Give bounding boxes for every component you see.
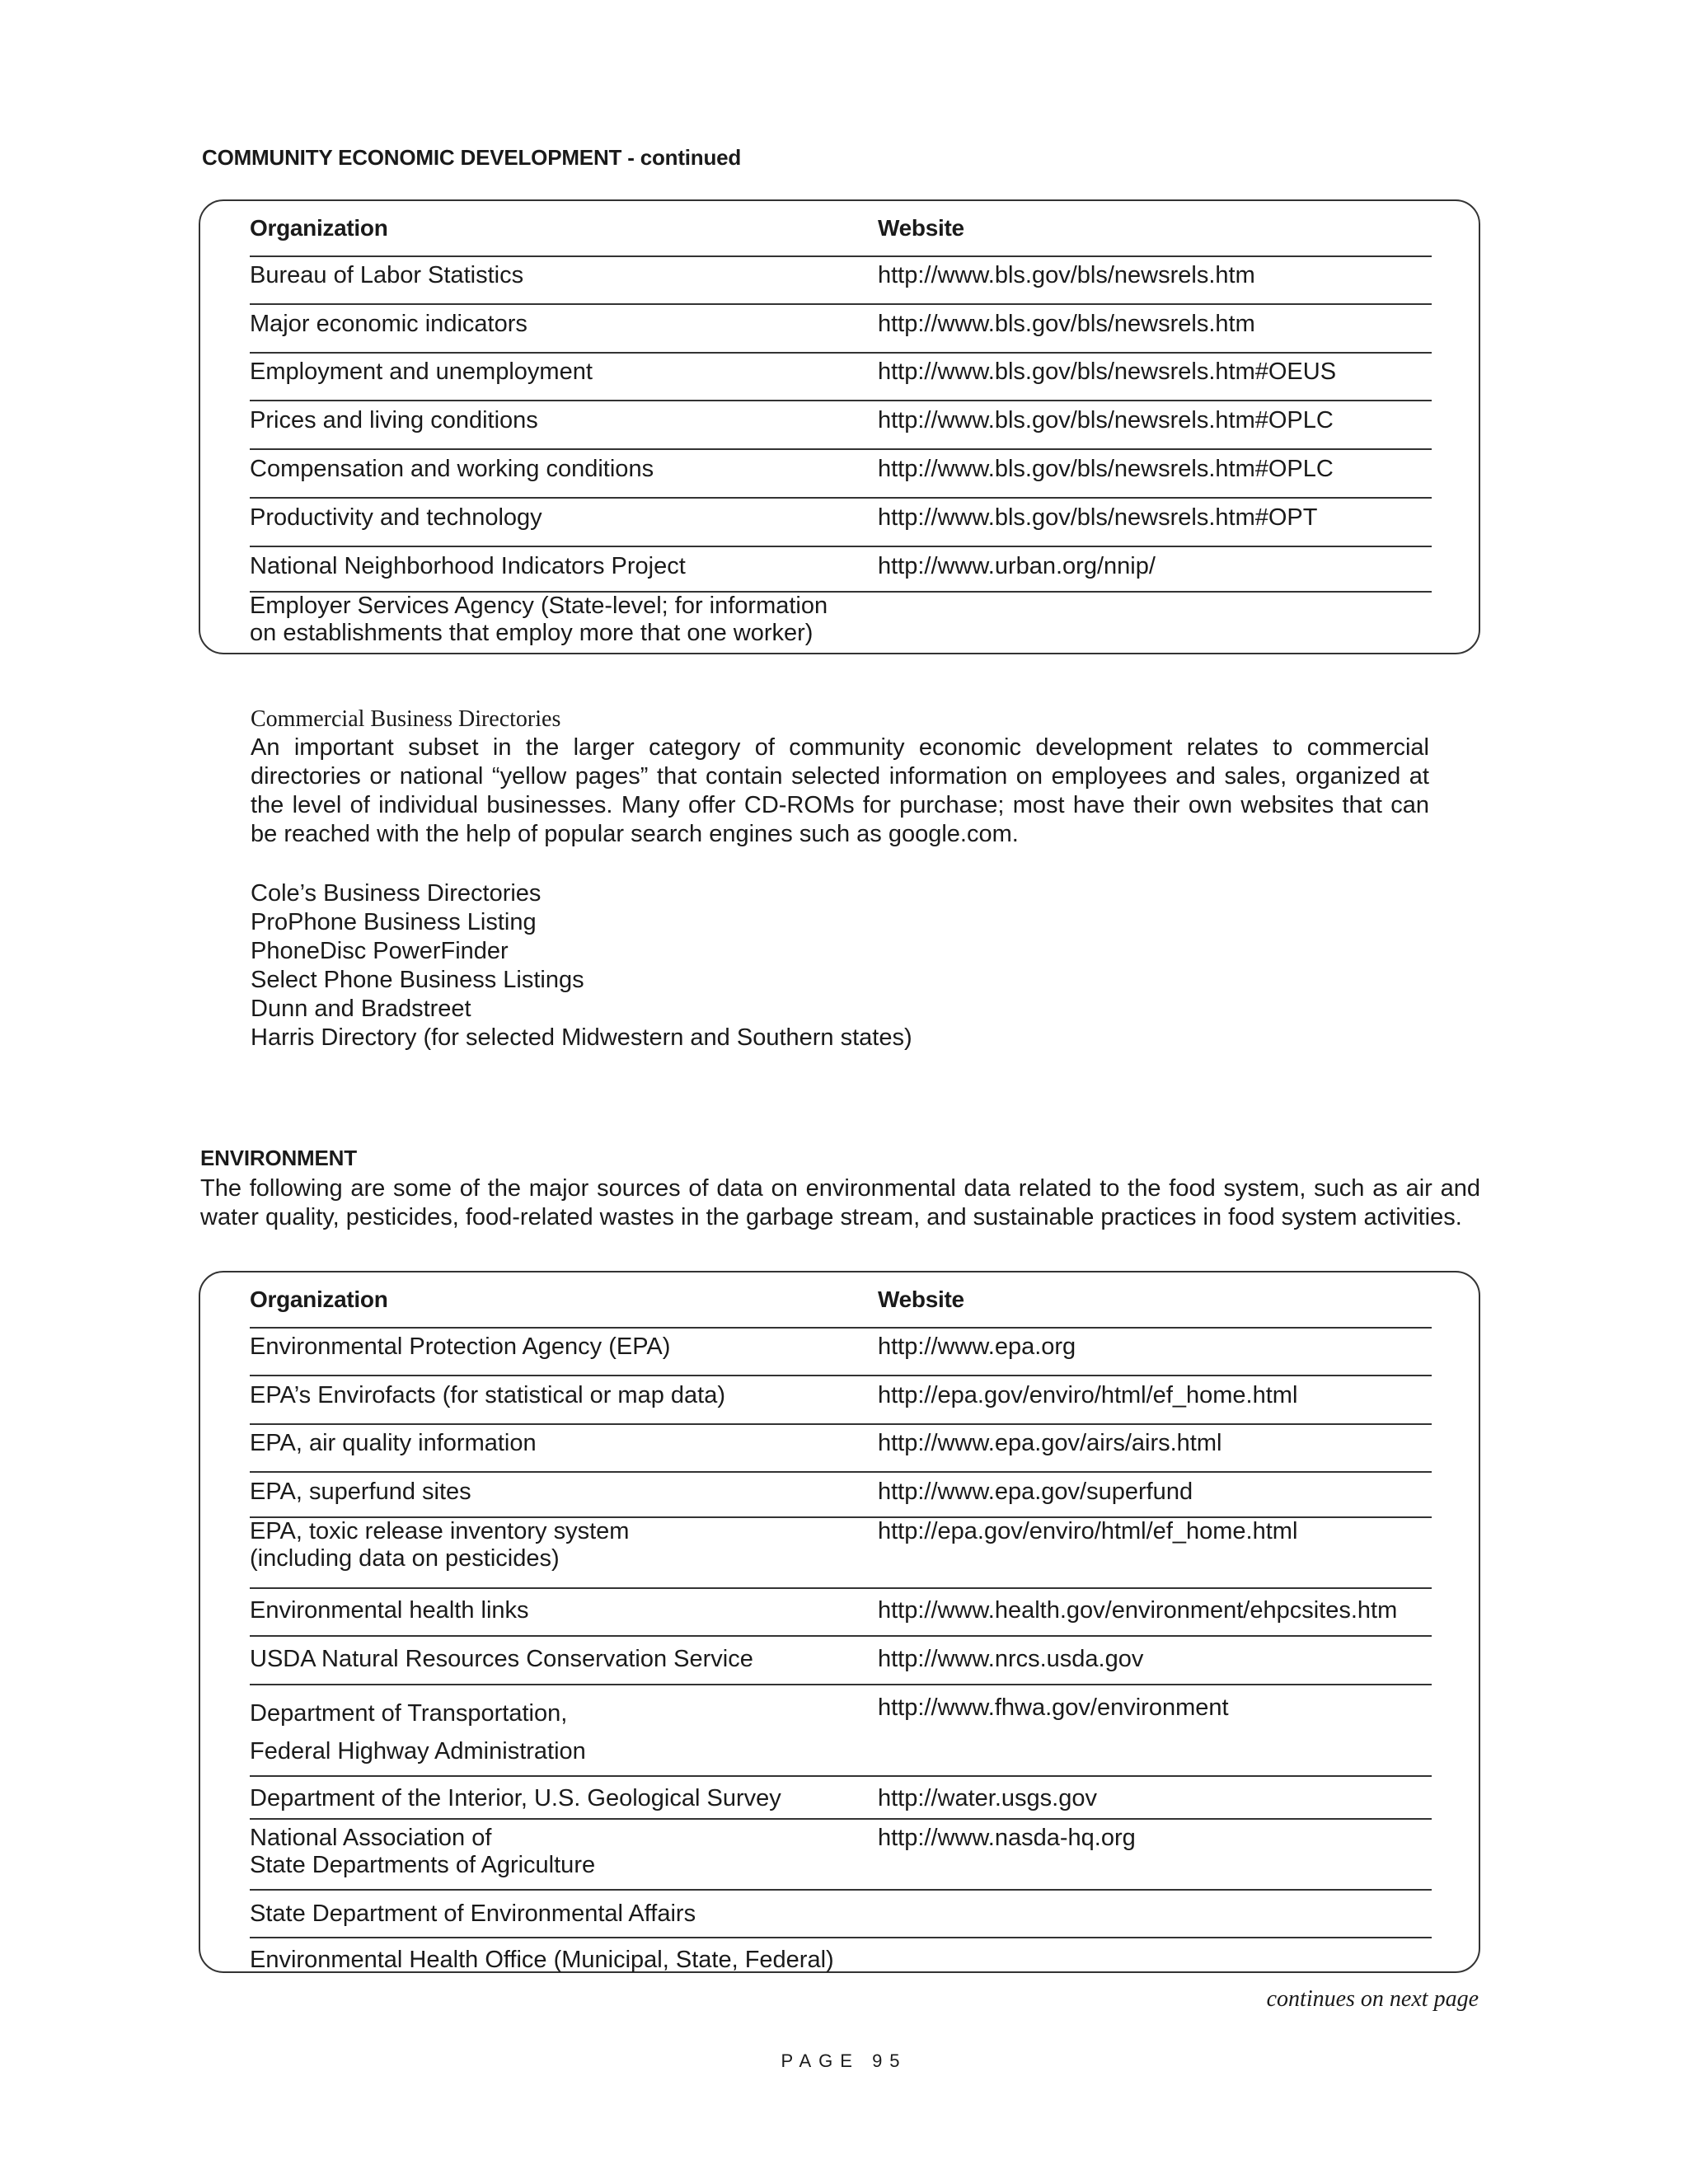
organization-line: Employer Services Agency (State-level; for information [250,593,828,619]
organization-line: on establishments that employ more that one worker) [250,620,814,646]
table-row [250,504,1432,547]
organization-line: (including data on pesticides) [250,1545,560,1572]
organization-cell: Environmental health links [250,1597,529,1624]
website-link[interactable]: http://www.epa.org [878,1333,1076,1360]
table-row [250,1820,1432,1891]
organization-line: State Departments of Agriculture [250,1852,596,1878]
table-row [250,1638,1432,1685]
list-item: Harris Directory (for selected Midwestern and Southern states) [251,1024,912,1051]
table-header-row [250,214,1432,257]
table-row [250,1479,1432,1518]
commercial-directories-heading: Commercial Business Directories [251,706,561,732]
list-item: Dunn and Bradstreet [251,996,471,1022]
table-row [250,1382,1432,1425]
website-link[interactable]: http://www.bls.gov/bls/newsrels.htm [878,262,1255,288]
list-item: Cole’s Business Directories [251,880,542,907]
table-row [250,1686,1432,1777]
community-data-table [199,199,1480,654]
organization-column-header: Organization [250,1286,388,1312]
website-link[interactable]: http://www.health.gov/environment/ehpcsites.htm [878,1597,1398,1624]
table-row [250,456,1432,499]
organization-cell: EPA’s Envirofacts (for statistical or map data) [250,1382,725,1408]
table-row [250,1430,1432,1473]
organization-cell: Major economic indicators [250,311,528,337]
list-item: Select Phone Business Listings [251,967,584,993]
table-row [250,1938,1432,1971]
organization-cell: USDA Natural Resources Conservation Service [250,1646,753,1672]
organization-cell [250,1694,876,1770]
organization-cell [250,593,876,647]
website-link[interactable]: http://www.urban.org/nnip/ [878,553,1156,579]
organization-cell: Environmental Health Office (Municipal, State, Federal) [250,1947,834,1973]
website-column-header: Website [878,1286,964,1312]
environment-paragraph: The following are some of the major sources of data on environmental data related to the food system, such as air and water quality, pesticides, food-related wastes in the garbage stream, and sustainable practices in food system activities. [200,1175,1480,1230]
organization-cell: EPA, air quality information [250,1430,537,1456]
website-link[interactable]: http://water.usgs.gov [878,1785,1097,1811]
directory-list [251,879,912,1052]
organization-cell: State Department of Environmental Affairs [250,1900,696,1927]
organization-cell: Environmental Protection Agency (EPA) [250,1333,671,1360]
website-link[interactable]: http://www.bls.gov/bls/newsrels.htm#OPT [878,504,1318,531]
website-link[interactable]: http://www.nrcs.usda.gov [878,1646,1144,1672]
environment-section-heading: ENVIRONMENT [200,1146,357,1170]
organization-column-header: Organization [250,215,388,241]
website-link[interactable]: http://www.bls.gov/bls/newsrels.htm#OPLC [878,456,1334,482]
table-row [250,1333,1432,1376]
organization-line: Federal Highway Administration [250,1738,586,1765]
commercial-directories-paragraph: An important subset in the larger category of community economic development relates to commercial directories or national “yellow pages” that contain selected information on employees and sales, organized at the level of individual businesses. Many offer CD-ROMs for purchase; most have their own websites that can be reached with the help of popular search engines such as google.com. [251,734,1429,847]
organization-line: National Association of [250,1825,492,1851]
table-row [250,1589,1432,1637]
organization-cell: Productivity and technology [250,504,542,531]
organization-line: EPA, toxic release inventory system [250,1518,630,1544]
organization-cell [250,1825,876,1879]
website-link[interactable]: http://epa.gov/enviro/html/ef_home.html [878,1382,1298,1408]
organization-cell [250,1518,876,1572]
table-row [250,311,1432,354]
website-link[interactable]: http://www.bls.gov/bls/newsrels.htm [878,311,1255,337]
website-link[interactable]: http://www.epa.gov/superfund [878,1479,1193,1505]
table-row [250,407,1432,450]
continues-note: continues on next page [1266,1986,1479,2012]
list-item: ProPhone Business Listing [251,909,537,935]
table-row [250,553,1432,593]
website-link[interactable]: http://www.epa.gov/airs/airs.html [878,1430,1222,1456]
organization-cell: Department of the Interior, U.S. Geological Survey [250,1785,781,1811]
table-header-row [250,1286,1432,1329]
environment-data-table [199,1271,1480,1973]
website-link[interactable]: http://www.bls.gov/bls/newsrels.htm#OPLC [878,407,1334,434]
website-column-header: Website [878,215,964,241]
organization-cell: Prices and living conditions [250,407,538,434]
community-section-heading: COMMUNITY ECONOMIC DEVELOPMENT - continued [202,145,742,170]
list-item: PhoneDisc PowerFinder [251,938,509,964]
table-row [250,593,1432,650]
page-number: PAGE 95 [781,2050,907,2071]
organization-cell: Compensation and working conditions [250,456,654,482]
organization-line: Department of Transportation, [250,1700,568,1727]
website-link[interactable]: http://www.nasda-hq.org [878,1825,1136,1851]
organization-cell: Bureau of Labor Statistics [250,262,524,288]
table-row [250,1777,1432,1820]
organization-cell: EPA, superfund sites [250,1479,471,1505]
website-link[interactable]: http://www.fhwa.gov/environment [878,1694,1229,1721]
table-row [250,359,1432,401]
organization-cell: National Neighborhood Indicators Project [250,553,686,579]
table-row [250,1891,1432,1938]
table-row [250,1518,1432,1589]
website-link[interactable]: http://epa.gov/enviro/html/ef_home.html [878,1518,1298,1544]
table-row [250,262,1432,305]
website-link[interactable]: http://www.bls.gov/bls/newsrels.htm#OEUS [878,359,1337,385]
organization-cell: Employment and unemployment [250,359,593,385]
